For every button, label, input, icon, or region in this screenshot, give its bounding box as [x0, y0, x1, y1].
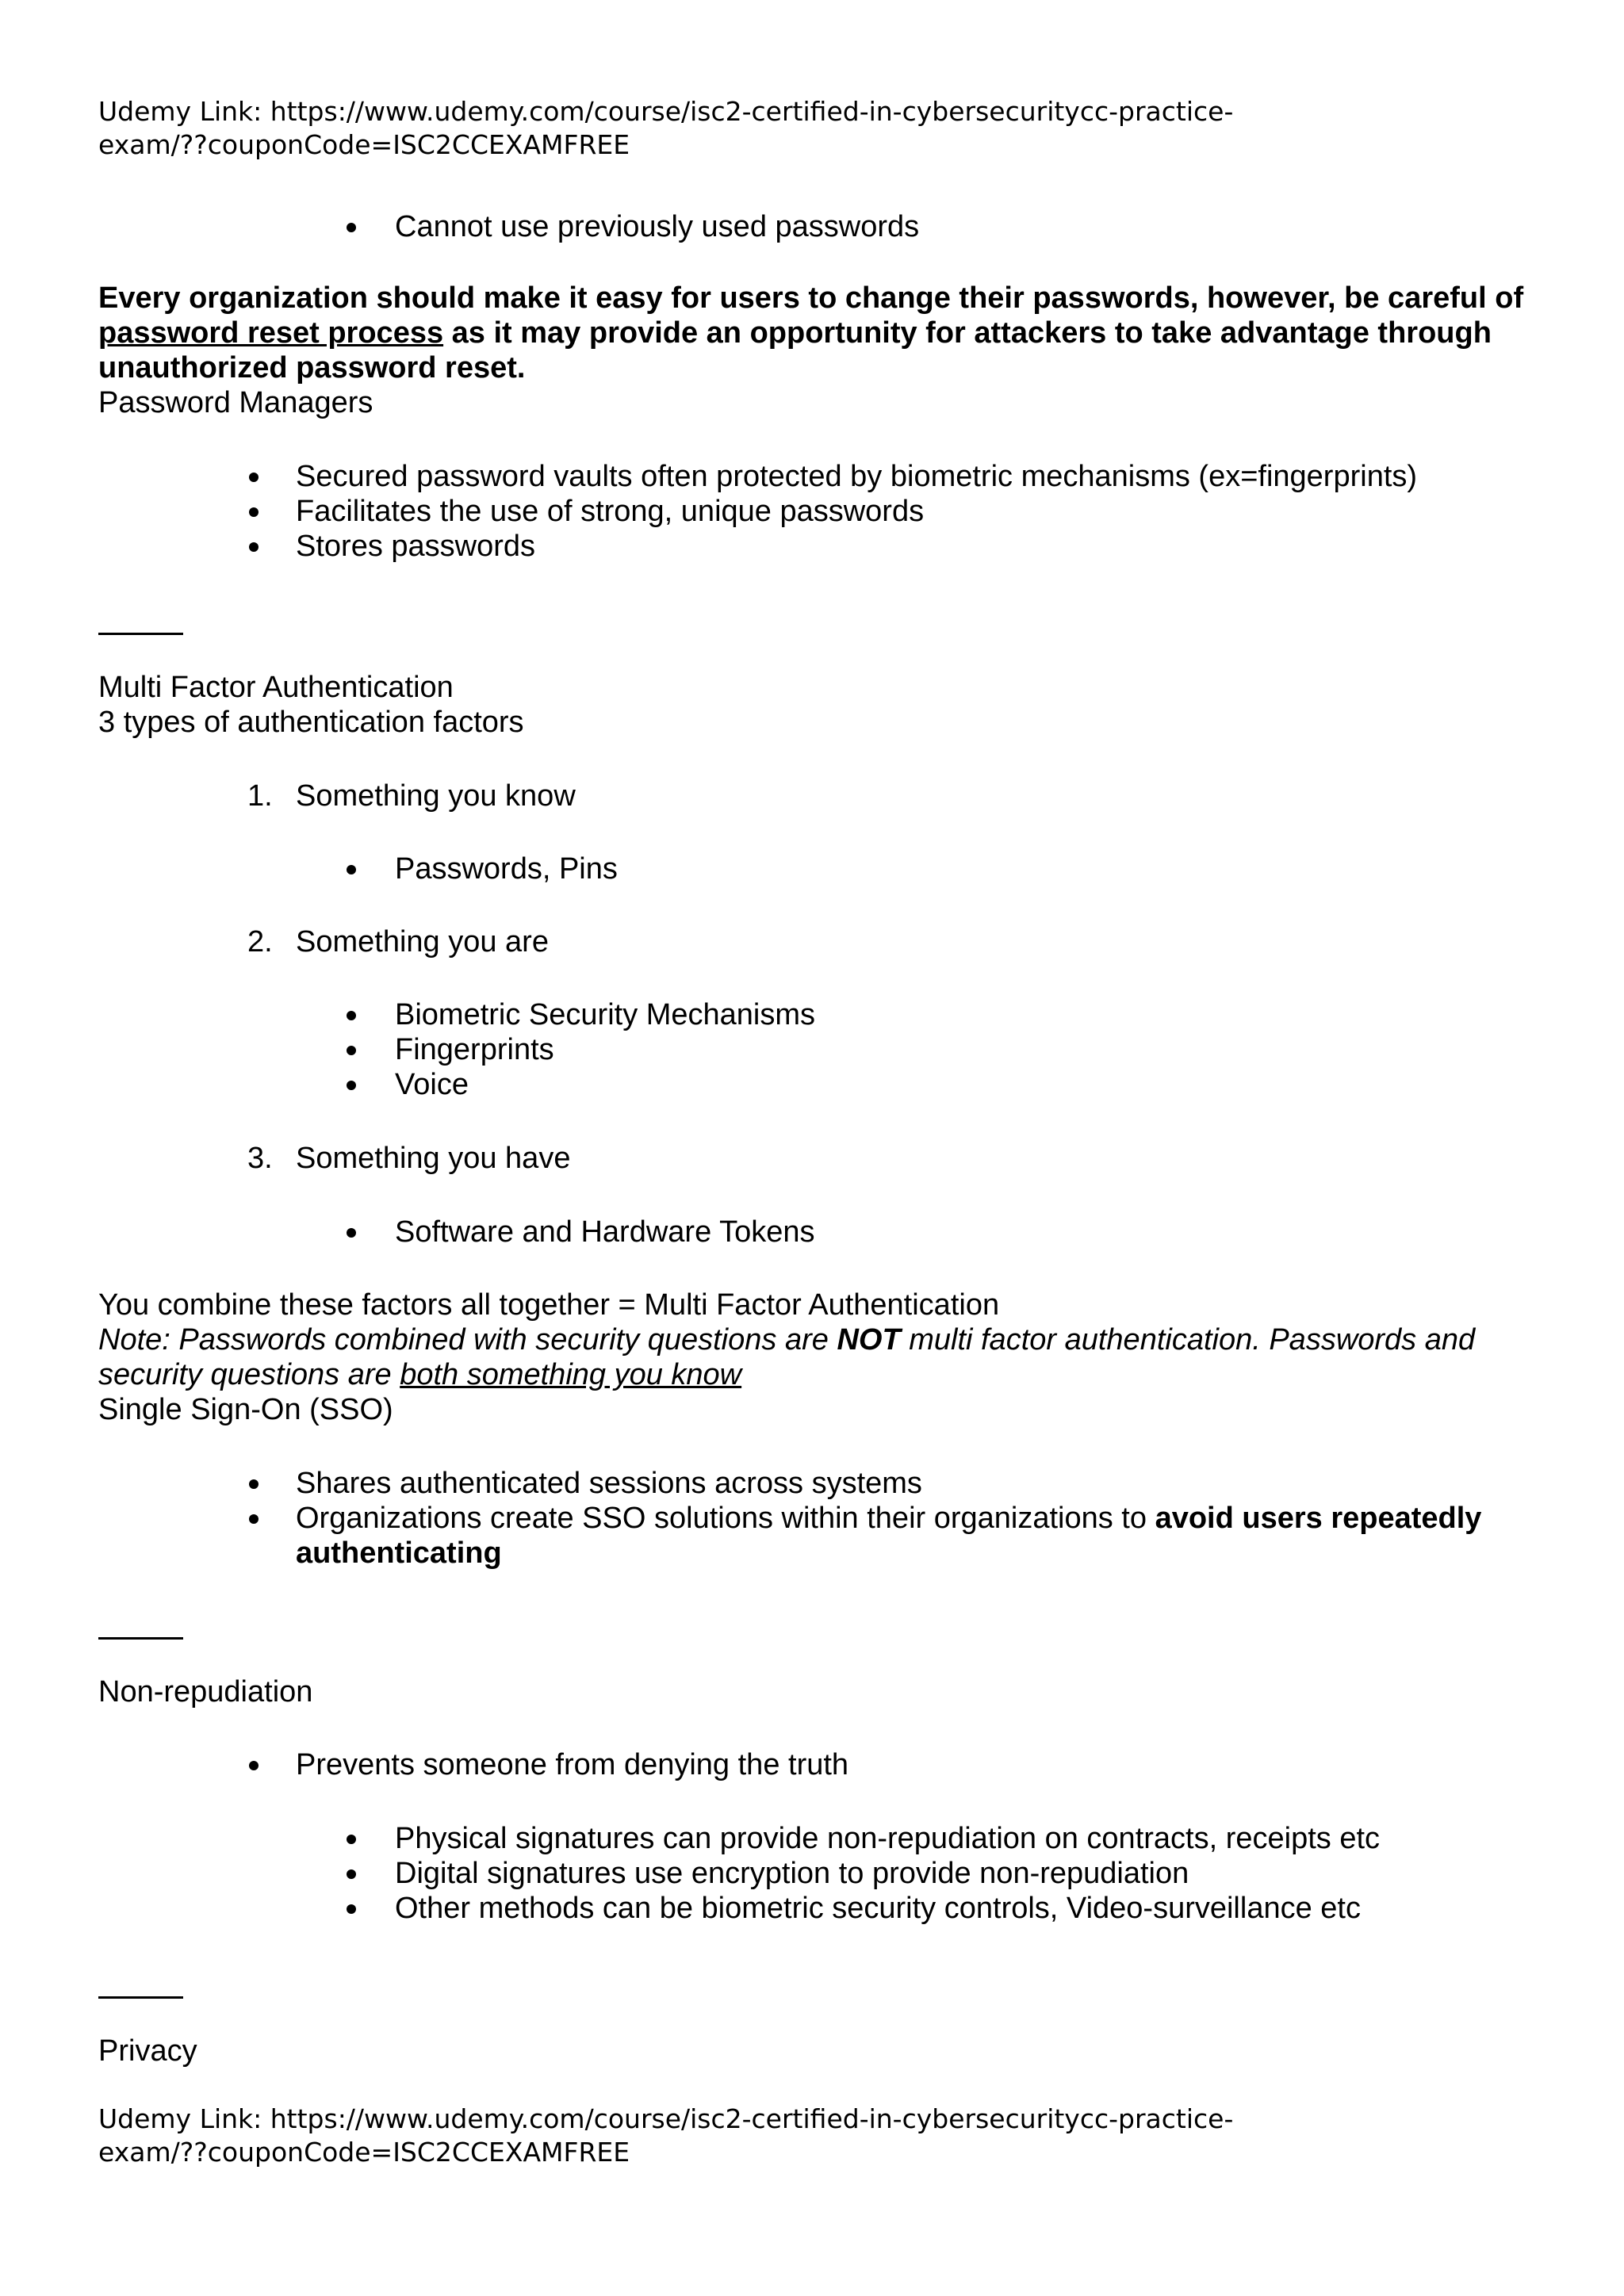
footer-link-line2: exam/??couponCode=ISC2CCEXAMFREE — [98, 2137, 630, 2168]
sso-bullet-2 — [296, 1501, 1501, 1571]
nonrep-sub-bullet-1: Physical signatures can provide non-repudiation on contracts, receipts etc — [395, 1822, 1381, 1855]
password-reset-warning — [98, 281, 1549, 385]
factor-number-3: 3. — [247, 1142, 273, 1175]
factor-2-item-1: Biometric Security Mechanisms — [395, 998, 816, 1031]
nonrep-sub-bullet-2: Digital signatures use encryption to provide non-repudiation — [395, 1857, 1189, 1890]
bullet-dot — [347, 1081, 356, 1090]
bullet-dot — [347, 1835, 356, 1844]
warning-text-2: as it may provide an opportunity for attackers to take advantage through unauthorized password reset. — [98, 316, 1492, 385]
header-link-line1: Udemy Link: https://www.udemy.com/course/isc2-certified-in-cybersecuritycc-practice- — [98, 96, 1234, 127]
section-divider — [98, 1637, 183, 1640]
bullet-dot — [249, 507, 259, 517]
sso-bullet-2-emphasis: avoid users repeatedly authenticating — [296, 1502, 1482, 1570]
factor-label-2: Something you are — [296, 925, 549, 959]
nonrep-sub-bullet-3: Other methods can be biometric security controls, Video-surveillance etc — [395, 1892, 1361, 1925]
bullet-dot — [249, 542, 259, 552]
nonrep-bullet: Prevents someone from denying the truth — [296, 1748, 849, 1781]
nonrep-heading: Non-repudiation — [98, 1675, 313, 1709]
bullet-dot — [347, 1904, 356, 1914]
sso-bullet-2-text: Organizations create SSO solutions within their organizations to — [296, 1502, 1155, 1535]
factor-1-item-1: Passwords, Pins — [395, 852, 618, 886]
sso-bullet-1: Shares authenticated sessions across systems — [296, 1467, 922, 1500]
bullet-dot — [249, 1479, 259, 1489]
bullet-dot — [249, 473, 259, 482]
bullet-dot — [249, 1514, 259, 1524]
factor-number-1: 1. — [247, 779, 273, 813]
footer-link-line1: Udemy Link: https://www.udemy.com/course/isc2-certified-in-cybersecuritycc-practice- — [98, 2103, 1234, 2134]
header-link-line2: exam/??couponCode=ISC2CCEXAMFREE — [98, 129, 630, 160]
note-underlined-text: both something you know — [400, 1358, 742, 1391]
warning-text-1: Every organization should make it easy for users to change their passwords, however, be careful of — [98, 281, 1524, 315]
mfa-subheading: 3 types of authentication factors — [98, 706, 524, 739]
bullet-dot — [347, 1228, 356, 1238]
note-text-1: Note: Passwords combined with security questions are — [98, 1323, 837, 1357]
mfa-combine-text: You combine these factors all together = Multi Factor Authentication — [98, 1288, 1000, 1322]
note-text-2: multi factor authentication. Passwords and security questions are — [98, 1323, 1476, 1391]
bullet-dot — [347, 865, 356, 874]
note-not-emphasis: NOT — [837, 1323, 901, 1357]
bullet-dot — [249, 1761, 259, 1770]
bullet-dot — [347, 1869, 356, 1879]
factor-label-1: Something you know — [296, 779, 576, 813]
password-reset-process-link: password reset process — [98, 316, 444, 350]
mfa-note — [98, 1322, 1549, 1392]
password-managers-heading: Password Managers — [98, 386, 373, 419]
factor-number-2: 2. — [247, 925, 273, 959]
bullet-dot — [347, 1046, 356, 1055]
bullet-dot — [347, 1011, 356, 1020]
section-divider — [98, 1996, 183, 1999]
factor-2-item-3: Voice — [395, 1068, 469, 1101]
header-link[interactable] — [98, 95, 1446, 162]
privacy-heading: Privacy — [98, 2034, 197, 2068]
factor-3-item-1: Software and Hardware Tokens — [395, 1215, 815, 1249]
password-managers-bullet-2: Facilitates the use of strong, unique passwords — [296, 495, 925, 528]
factor-2-item-2: Fingerprints — [395, 1033, 554, 1066]
factor-label-3: Something you have — [296, 1142, 571, 1175]
sso-heading: Single Sign-On (SSO) — [98, 1393, 393, 1426]
password-managers-bullet-1: Secured password vaults often protected by biometric mechanisms (ex=fingerprints) — [296, 460, 1418, 493]
section-divider — [98, 633, 183, 635]
bullet-dot — [347, 223, 356, 232]
password-managers-bullet-3: Stores passwords — [296, 530, 536, 563]
footer-link[interactable] — [98, 2103, 1446, 2169]
previous-passwords-bullet: Cannot use previously used passwords — [395, 210, 920, 243]
mfa-heading: Multi Factor Authentication — [98, 671, 454, 704]
